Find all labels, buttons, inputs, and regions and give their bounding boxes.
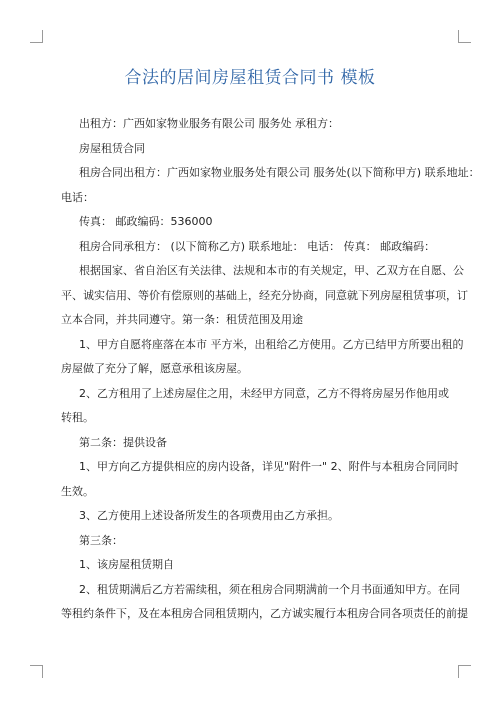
paragraph-line: 第二条：提供设备	[79, 435, 167, 449]
paragraph-line: 平、诚实信用、等价有偿原则的基础上，经充分协商，同意就下列房屋租赁事项，订	[61, 288, 468, 302]
paragraph-line: 第三条：	[79, 533, 123, 547]
paragraph-line: 出租方：广西如家物业服务有限公司 服务处 承租方：	[79, 117, 339, 130]
corner-mark-bottom-right	[458, 665, 471, 678]
corner-mark-top-left	[30, 30, 43, 43]
paragraph-line: 根据国家、省自治区有关法律、法规和本市的有关规定，甲、乙双方在自愿、公	[79, 264, 464, 277]
paragraph-line: 电话：	[61, 190, 94, 204]
paragraph-line: 1、甲方自愿将座落在本市 平方米，出租给乙方使用。乙方已结甲方所要出租的	[79, 337, 464, 351]
document-title: 合法的居间房屋租赁合同书 模板	[124, 68, 376, 88]
paragraph-line: 等租约条件下，及在本租房合同租赁期内，乙方诚实履行本租房合同各项责任的前提	[61, 607, 468, 620]
paragraph-line: 租房合同出租方：广西如家物业服务处有限公司 服务处(以下简称甲方) 联系地址：	[79, 166, 480, 179]
paragraph-line: 转租。	[61, 411, 94, 424]
paragraph-line: 房屋租赁合同	[79, 141, 145, 155]
paragraph-line: 2、乙方租用了上述房屋住之用，未经甲方同意，乙方不得将房屋另作他用或	[79, 386, 449, 400]
paragraph-line: 2、租赁期满后乙方若需续租，须在租房合同期满前一个月书面通知甲方。在同	[79, 582, 460, 596]
paragraph-line: 房屋做了充分了解，愿意承租该房屋。	[61, 362, 248, 375]
paragraph-line: 3、乙方使用上述设备所发生的各项费用由乙方承担。	[79, 509, 339, 522]
paragraph-line: 立本合同，并共同遵守。第一条：租赁范围及用途	[61, 313, 303, 326]
document-body	[61, 112, 480, 627]
corner-mark-bottom-left	[30, 665, 43, 678]
corner-mark-top-right	[458, 30, 471, 43]
paragraph-line: 租房合同承租方： (以下简称乙方) 联系地址： 电话： 传真： 邮政编码：	[79, 239, 436, 253]
paragraph-line: 1、该房屋租赁期自	[79, 558, 174, 571]
paragraph-line: 传真： 邮政编码：536000	[79, 215, 213, 228]
paragraph-line: 生效。	[61, 484, 94, 498]
paragraph-line: 1、甲方向乙方提供相应的房内设备，详见"附件一" 2、附件与本租房合同同时	[79, 460, 459, 473]
